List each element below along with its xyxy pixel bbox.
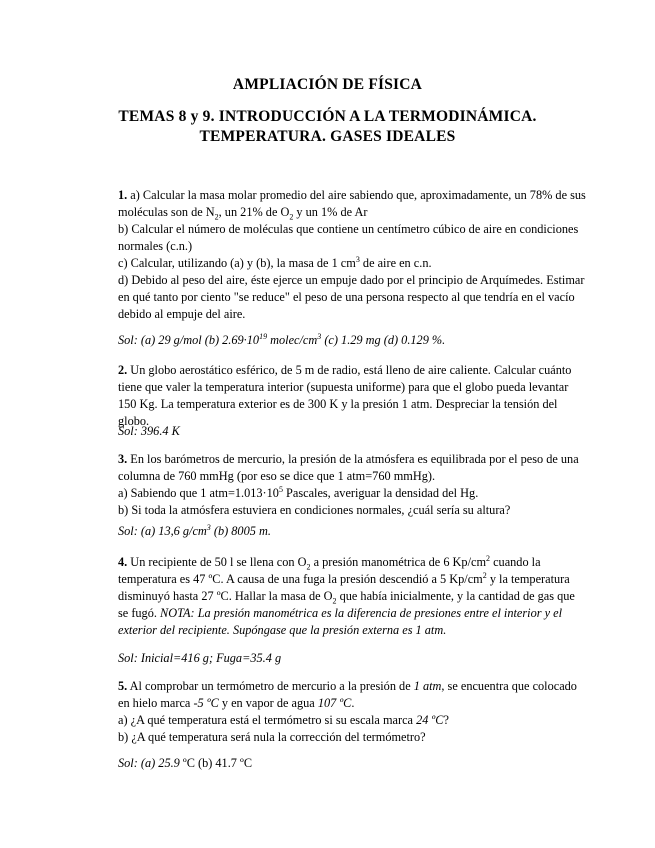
problem-2 (118, 362, 588, 430)
problem-5-solution: Sol: (a) 25.9 ºC (b) 41.7 ºC (118, 756, 253, 770)
problem-number: 4. (118, 555, 128, 569)
problem-1-part-b: b) Calcular el número de moléculas que contiene un centímetro cúbico de aire en condiciones normales (c.n.) (118, 222, 579, 253)
problem-5-part-b: b) ¿A qué temperatura será nula la corrección del termómetro? (118, 730, 426, 744)
page-subtitle-line-1: TEMAS 8 y 9. INTRODUCCIÓN A LA TERMODINÁMICA. (118, 108, 537, 125)
problem-2-solution: Sol: 396.4 K (118, 424, 180, 438)
problem-5-text: 5. Al comprobar un termómetro de mercurio a la presión de 1 atm, se encuentra que colocado en hielo marca -5 ºC y en vapor de agua 107 ºC. (118, 679, 577, 710)
problem-1-part-a: 1. a) Calcular la masa molar promedio del aire sabiendo que, aproximadamente, un 78% de sus moléculas son de $N_2$, un 21% de $O_2$ y un 1% de Ar (118, 188, 586, 222)
problem-3-solution: Sol: (a) 13,6 $g/cm^3$ (b) 8005 m. (118, 522, 271, 538)
problem-1-solution: Sol: (a) 29 g/mol (b) $2.69\cdot 10^{19}$ molec/$cm^3$ (c) 1.29 mg (d) 0.129 %. (118, 331, 446, 347)
problem-3 (118, 451, 588, 519)
problem-3-part-b: b) Si toda la atmósfera estuviera en condiciones normales, ¿cuál sería su altura? (118, 503, 511, 517)
problem-number: 5. (118, 679, 128, 693)
problem-5-part-a: a) ¿A qué temperatura está el termómetro si su escala marca 24 ºC? (118, 713, 449, 727)
problem-4-solution: Sol: Inicial=416 g; Fuga=35.4 g (118, 651, 282, 665)
problem-4-text: 4. Un recipiente de 50 l se llena con $O_2$ a presión manométrica de 6 $Kp/cm^2$ cuando la temperatura es 47 ºC. A causa de una fuga la presión descendió a 5 $Kp/cm^2$ y la temperatura disminuyó hasta 27 ºC. Hallar la masa de $O_2$ que había inicialmente, y la cantidad de gas que se fugó. NOTA: La presión manométrica es la diferencia de presiones entre el interior y el exterior del recipiente. Supóngase que la presión externa es 1 atm. (118, 553, 575, 637)
problem-1-part-c: c) Calcular, utilizando (a) y (b), la masa de 1 $cm^3$ de aire en c.n. (118, 254, 432, 270)
problem-2-text: 2. Un globo aerostático esférico, de 5 m de radio, está lleno de aire caliente. Calcular cuánto tiene que valer la temperatura interior (supuesta uniforme) para que el globo pueda levantar 150 Kg. La temperatura exterior es de 300 K y la presión 1 atm. Despreciar la tensión del globo. (118, 363, 572, 428)
page-subtitle-line-2: TEMPERATURA. GASES IDEALES (199, 128, 456, 145)
problem-1 (118, 187, 588, 323)
problem-3-text: 3. En los barómetros de mercurio, la presión de la atmósfera es equilibrada por el peso de una columna de 760 mmHg (por eso se dice que 1 atm=760 mmHg). (118, 452, 579, 483)
problem-5 (118, 678, 588, 746)
page-title: AMPLIACIÓN DE FÍSICA (232, 76, 423, 93)
problem-number: 3. (118, 452, 128, 466)
problem-4-note: NOTA: La presión manométrica es la diferencia de presiones entre el interior y el exterior del recipiente. Supóngase que la presión externa es 1 atm. (118, 606, 562, 637)
problem-1-part-d: d) Debido al peso del aire, éste ejerce un empuje dado por el principio de Arquímedes. Estimar en qué tanto por ciento "se reduce" el peso de una persona respecto al que tendría en el vacío debido al empuje del aire. (118, 273, 585, 321)
problem-number: 2. (118, 363, 128, 377)
problem-4 (118, 554, 588, 639)
problem-number: 1. (118, 188, 128, 202)
problem-3-part-a: a) Sabiendo que 1 $atm=1.013\cdot 10^5$ Pascales, averiguar la densidad del Hg. (118, 484, 479, 500)
